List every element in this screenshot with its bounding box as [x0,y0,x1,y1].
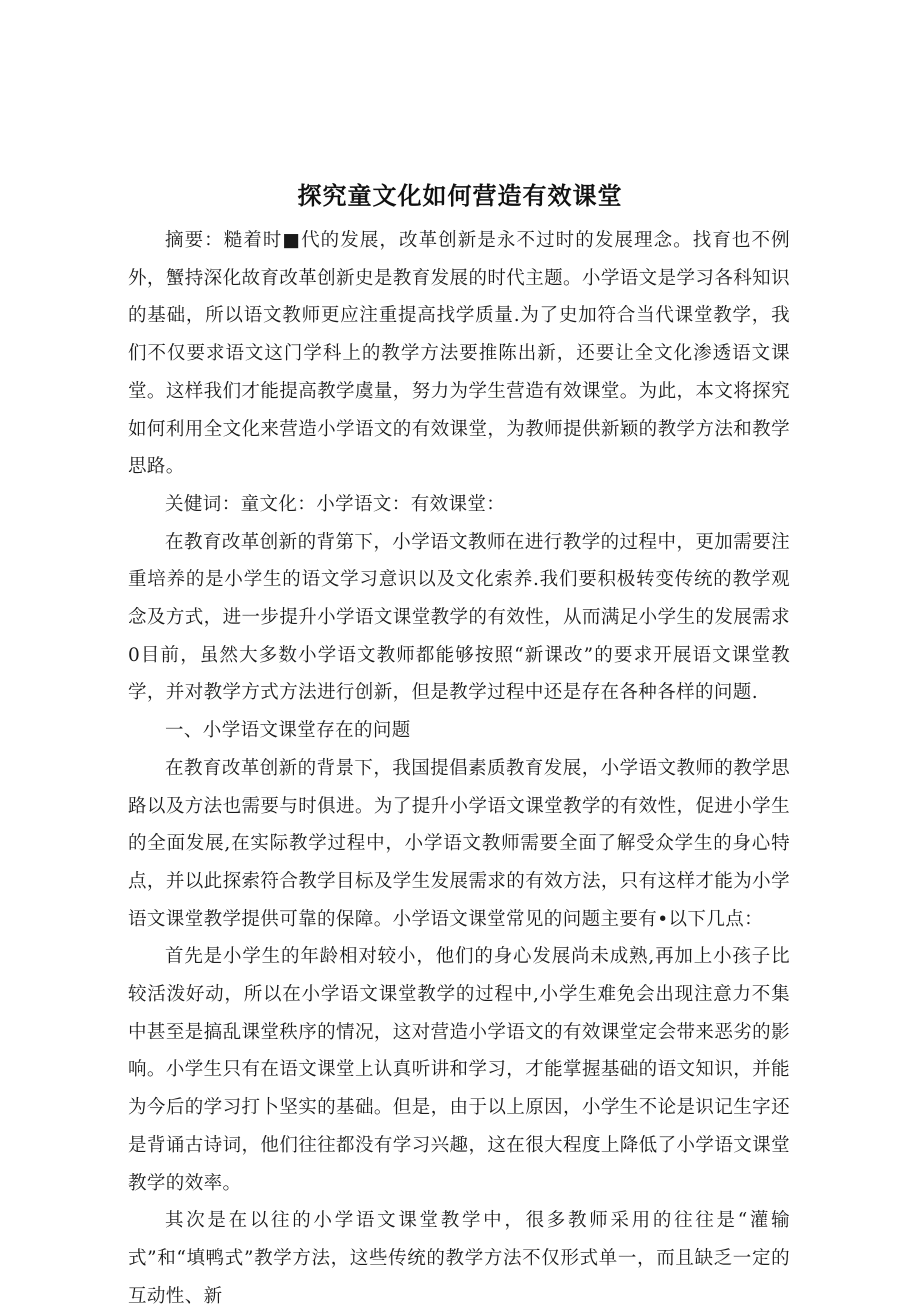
abstract-paragraph: 摘要：糙着时■代的发展，改革创新是永不过时的发展理念。找育也不例外，蟹持深化故育改革创新史是教育发展的时代主题。小学语文是学习各科知识的基础，所以语文教师更应注重提高找学质量.为了史加符合当代课堂教学，我们不仅要求语文这门学科上的教学方法要推陈出新，还要让全文化渗透语文课堂。这样我们才能提高教学虞量，努力为学生营造有效课堂。为此，本文将探究如何利用全文化来营造小学语文的有效课堂，为教师提供新颖的教学方法和教学思路。 [128,230,790,478]
intro-paragraph: 在教育改革创新的背第下，小学语文教师在进行教学的过程中，更加需要注重培养的是小学生的语文学习意识以及文化索养.我们要积极转变传统的教学观念及方式，进一步提升小学语文课堂教学的有效性，从而满足小学生的发展需求0目前，虽然大多数小学语文教师都能够按照“新课改”的要求开展语文课堂教学，并对教学方式方法进行创新，但是教学过程中还是存在各种各样的问题. [128,531,790,704]
document-title: 探究童文化如何营造有效课堂 [297,182,623,210]
section-paragraph-2: 首先是小学生的年龄相对较小，他们的身心发展尚未成熟,再加上小孩子比较活泼好动，所以在小学语文课堂教学的过程中,小学生难免会出现注意力不集中甚至是搞乱课堂秩序的情况，这对营造小学语文的有效课堂定会带来恶劣的影响。小学生只有在语文课堂上认真听讲和学习，才能掌握基础的语文知识，并能为今后的学习打卜坚实的基础。但是，由于以上原因，小学生不论是识记生字还是背诵古诗词，他们往往都没有学习兴趣，这在很大程度上降低了小学语文课堂教学的效率。 [128,946,790,1194]
section-paragraph-3: 其次是在以往的小学语文课堂教学中，很多教师采用的往往是“灌输式”和“填鸭式”教学方法，这些传统的教学方法不仅形式单一，而且缺乏一定的互动性、新 [128,1210,790,1307]
section-paragraph-1: 在教育改革创新的背景下，我国提倡素质教育发展，小学语文教师的教学思路以及方法也需要与时俱进。为了提升小学语文课堂教学的有效性，促进小学生的全面发展,在实际教学过程中，小学语文教师需要全面了解受众学生的身心特点，并以此探索符合教学目标及学生发展需求的有效方法，只有这样才能为小学语文课堂教学提供可靠的保障。小学语文课堂常见的问题主要有•以下几点： [128,757,790,930]
section-heading: 一、小学语文课堂存在的问题 [165,720,411,742]
keywords-line: 关健词：童文化：小学语文：有效课堂： [165,493,506,515]
document-body [128,222,790,1315]
